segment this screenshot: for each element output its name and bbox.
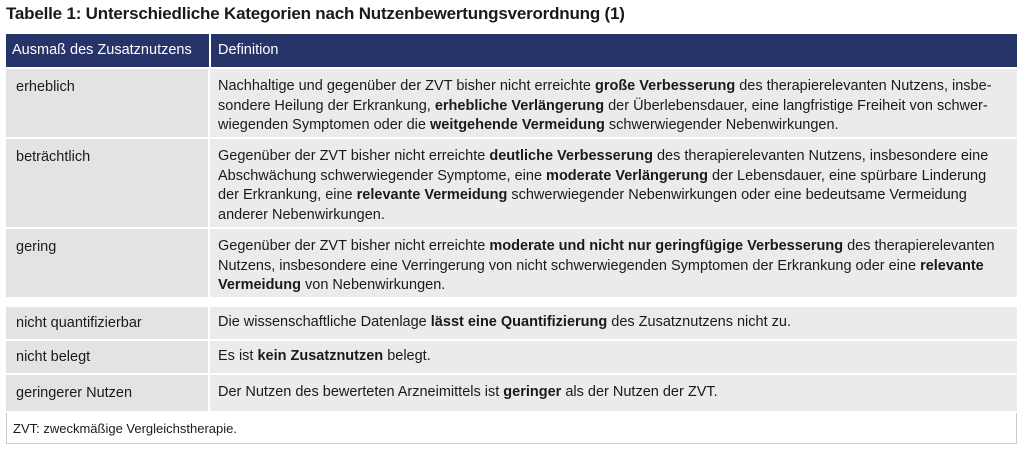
definition-emphasis: geringer bbox=[503, 384, 562, 400]
definition-text: der Lebensdauer, eine spürbare Linderung der Erkrankung, eine bbox=[218, 167, 987, 203]
table-caption: Tabelle 1: Unterschiedliche Kategorien nach Nutzenbewertungsverordnung (1) bbox=[6, 4, 625, 23]
definition-text: von Nebenwirkungen. bbox=[301, 277, 446, 293]
table-footnote-row bbox=[6, 413, 1017, 444]
table-row-betraechtlich bbox=[6, 139, 1017, 227]
table-row-erheblich bbox=[6, 69, 1017, 137]
definition-text: des Zusatznutzens nicht zu. bbox=[607, 314, 791, 330]
definition-text: schwerwiegender Nebenwirkungen oder eine bedeutsame Vermeidung anderer Nebenwirkungen. bbox=[218, 187, 967, 223]
row-definition bbox=[218, 383, 1008, 403]
table-row-gering bbox=[6, 229, 1017, 297]
definition-text: schwerwiegender Nebenwirkungen. bbox=[604, 117, 839, 133]
definition-text: Die wissenschaftliche Datenlage bbox=[218, 314, 431, 330]
row-label: beträchtlich bbox=[16, 149, 91, 165]
row-definition bbox=[218, 313, 1008, 333]
table-footnote: ZVT: zweckmäßige Vergleichstherapie. bbox=[13, 421, 237, 436]
definition-emphasis: kein Zusatznutzen bbox=[257, 348, 384, 364]
row-label: gering bbox=[16, 239, 57, 255]
definition-emphasis: lässt eine Quantifizierung bbox=[430, 314, 608, 330]
definition-text: Gegenüber der ZVT bisher nicht erreichte bbox=[218, 148, 490, 164]
row-label: nicht belegt bbox=[16, 349, 91, 365]
definition-emphasis: relevante Vermeidung bbox=[356, 187, 508, 203]
definition-emphasis: erhebliche Verlängerung bbox=[434, 97, 605, 114]
row-definition bbox=[218, 77, 1008, 136]
definition-emphasis: große Verbesserung bbox=[594, 78, 736, 94]
definition-emphasis: weitgehende Vermeidung bbox=[430, 117, 605, 133]
definition-text: belegt. bbox=[383, 348, 431, 364]
definition-text: Nachhaltige und gegenüber der ZVT bisher nicht erreichte bbox=[218, 78, 595, 94]
definition-text: Es ist bbox=[218, 348, 258, 364]
definition-text: des therapierelevanten Nutzens, insbesondere eine Abschwächung schwerwiegender Symptome, eine bbox=[218, 148, 989, 184]
table-row-nicht-quantifizierbar bbox=[6, 307, 1017, 339]
header-extent: Ausmaß des Zusatznutzens bbox=[12, 42, 192, 58]
table-row-nicht-belegt bbox=[6, 341, 1017, 373]
definition-text: Der Nutzen des bewerteten Arzneimittels ist bbox=[218, 384, 504, 400]
header-definition: Definition bbox=[218, 42, 279, 58]
definition-emphasis: deutliche Verbesserung bbox=[489, 148, 653, 164]
definition-text: Gegenüber der ZVT bisher nicht erreichte bbox=[218, 238, 490, 254]
row-label: nicht quantifizierbar bbox=[16, 315, 142, 331]
definition-emphasis: moderate und nicht nur geringfügige Verbesserung bbox=[489, 238, 844, 254]
row-definition bbox=[218, 347, 1008, 367]
definition-emphasis: moderate Verlängerung bbox=[546, 167, 709, 184]
definition-emphasis: relevante Vermeidung bbox=[218, 257, 984, 293]
definition-text: des therapierelevanten Nutzens, insbesondere eine Verringerung von nicht schwerwiegenden Symptomen der Erkrankung oder eine bbox=[218, 238, 995, 274]
benefit-categories-table bbox=[6, 34, 1017, 446]
row-label: erheblich bbox=[16, 79, 75, 95]
table-row-geringerer-nutzen bbox=[6, 375, 1017, 411]
row-label: geringerer Nutzen bbox=[16, 385, 133, 401]
row-definition bbox=[218, 147, 1008, 225]
definition-text: als der Nutzen der ZVT. bbox=[561, 384, 718, 400]
definition-text: des therapierelevanten Nutzens, insbe-sondere Heilung der Erkrankung, bbox=[218, 78, 992, 114]
table-header bbox=[6, 34, 1017, 67]
header-divider bbox=[209, 34, 211, 67]
row-definition bbox=[218, 237, 1008, 296]
definition-text: der Überlebensdauer, eine langfristige Freiheit von schwer-wiegenden Symptomen oder die bbox=[218, 97, 988, 133]
